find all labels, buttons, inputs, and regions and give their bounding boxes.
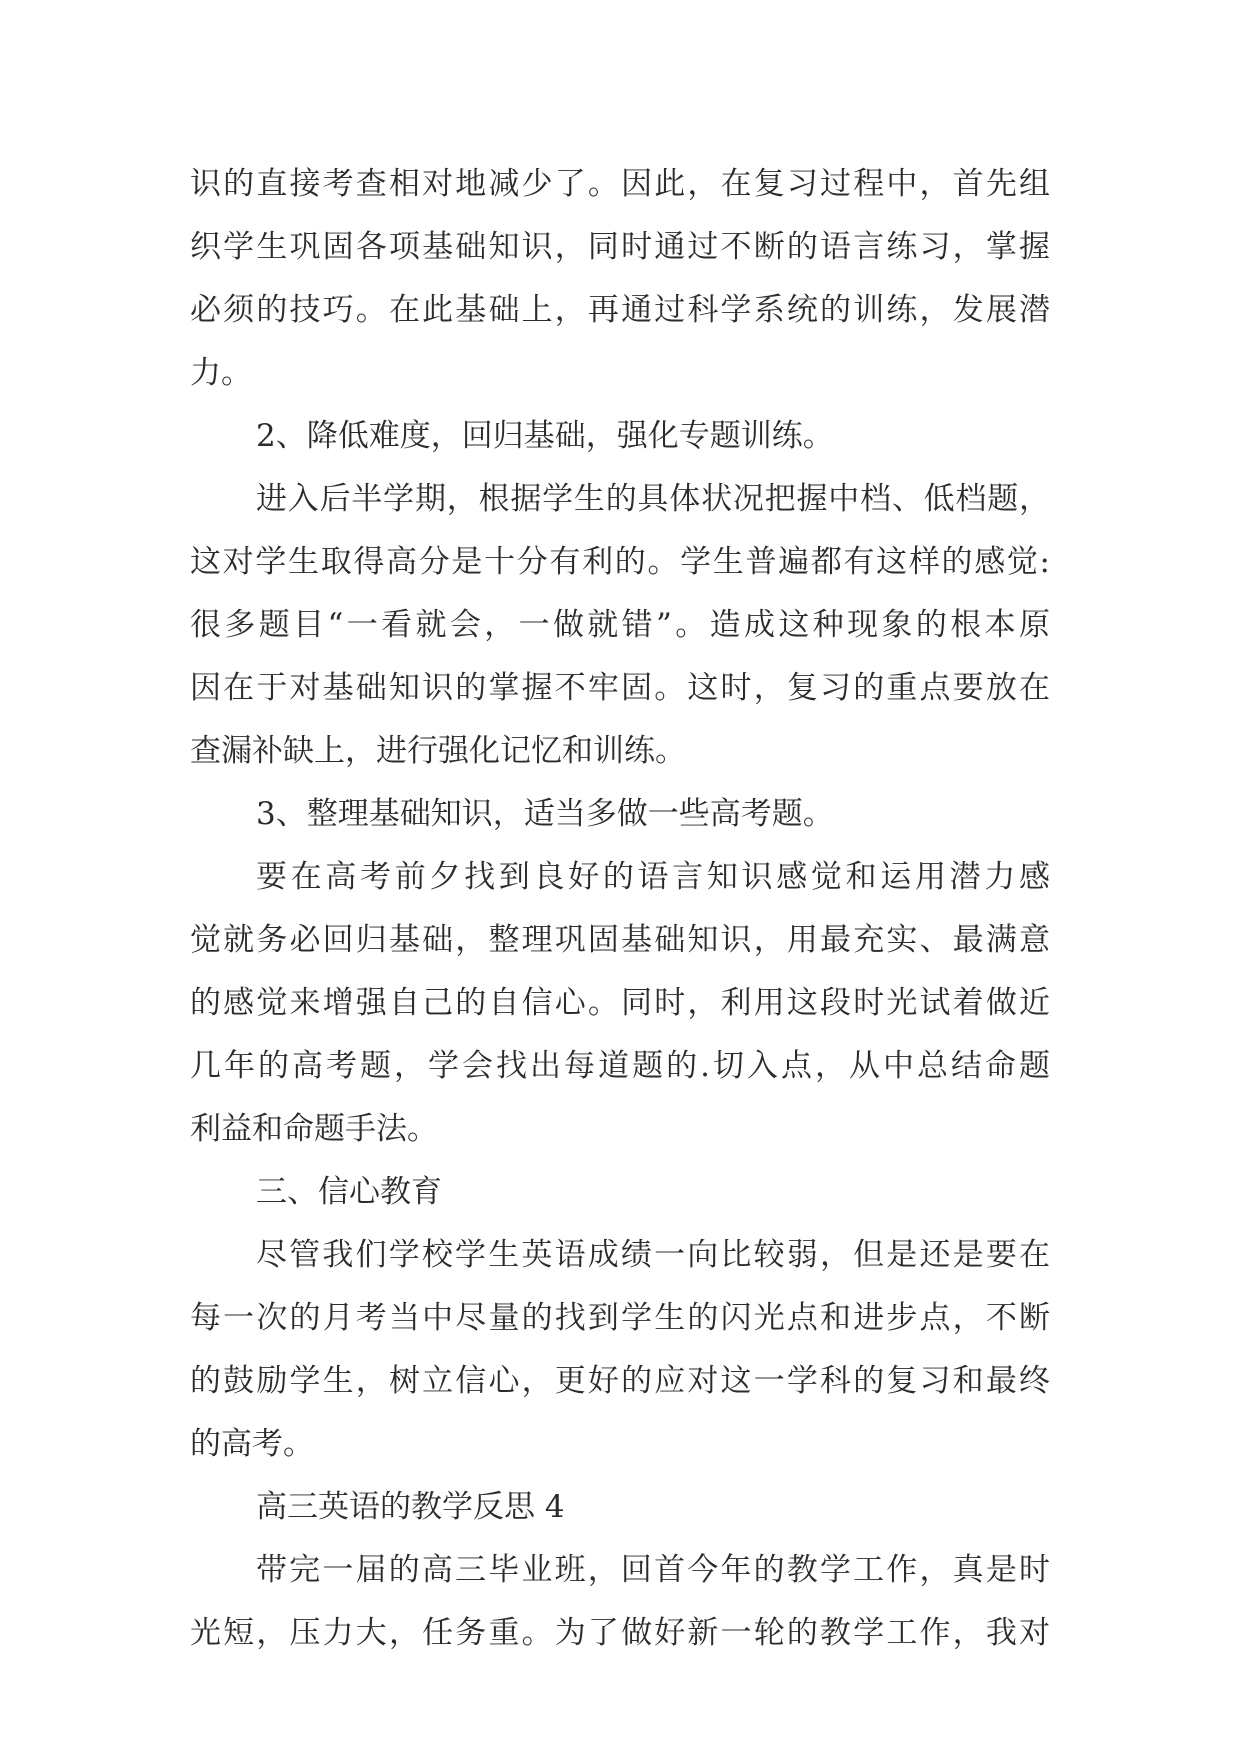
text-line: 织学生巩固各项基础知识，同时通过不断的语言练习，掌握	[190, 229, 1050, 265]
text-line: 因在于对基础知识的掌握不牢固。这时，复习的重点要放在	[190, 670, 1050, 706]
text-line: 进入后半学期，根据学生的具体状况把握中档、低档题，	[256, 481, 1050, 517]
text-line: 查漏补缺上，进行强化记忆和训练。	[190, 733, 686, 769]
text-line: 的高考。	[190, 1426, 314, 1462]
text-line: 要在高考前夕找到良好的语言知识感觉和运用潜力感	[256, 859, 1050, 895]
text-line: 的鼓励学生，树立信心，更好的应对这一学科的复习和最终	[190, 1363, 1050, 1399]
text-line: 每一次的月考当中尽量的找到学生的闪光点和进步点，不断	[190, 1300, 1050, 1336]
text-line: 识的直接考查相对地减少了。因此，在复习过程中，首先组	[190, 166, 1050, 202]
text-line: 的感觉来增强自己的自信心。同时，利用这段时光试着做近	[190, 985, 1050, 1021]
section-heading: 3、整理基础知识，适当多做一些高考题。	[256, 796, 834, 832]
text-line: 很多题目“一看就会，一做就错”。造成这种现象的根本原	[190, 607, 1050, 643]
text-line: 这对学生取得高分是十分有利的。学生普遍都有这样的感觉:	[190, 544, 1050, 580]
section-heading: 高三英语的教学反思 4	[256, 1489, 565, 1525]
section-heading: 三、信心教育	[256, 1174, 442, 1210]
text-line: 必须的技巧。在此基础上，再通过科学系统的训练，发展潜	[190, 292, 1050, 328]
text-line: 几年的高考题，学会找出每道题的.切入点，从中总结命题	[190, 1048, 1050, 1084]
text-line: 尽管我们学校学生英语成绩一向比较弱，但是还是要在	[256, 1237, 1050, 1273]
text-line: 光短，压力大，任务重。为了做好新一轮的教学工作，我对	[190, 1615, 1050, 1651]
text-line: 利益和命题手法。	[190, 1111, 438, 1147]
text-line: 觉就务必回归基础，整理巩固基础知识，用最充实、最满意	[190, 922, 1050, 958]
text-line: 带完一届的高三毕业班，回首今年的教学工作，真是时	[256, 1552, 1050, 1588]
section-heading: 2、降低难度，回归基础，强化专题训练。	[256, 418, 834, 454]
text-line: 力。	[190, 355, 252, 391]
